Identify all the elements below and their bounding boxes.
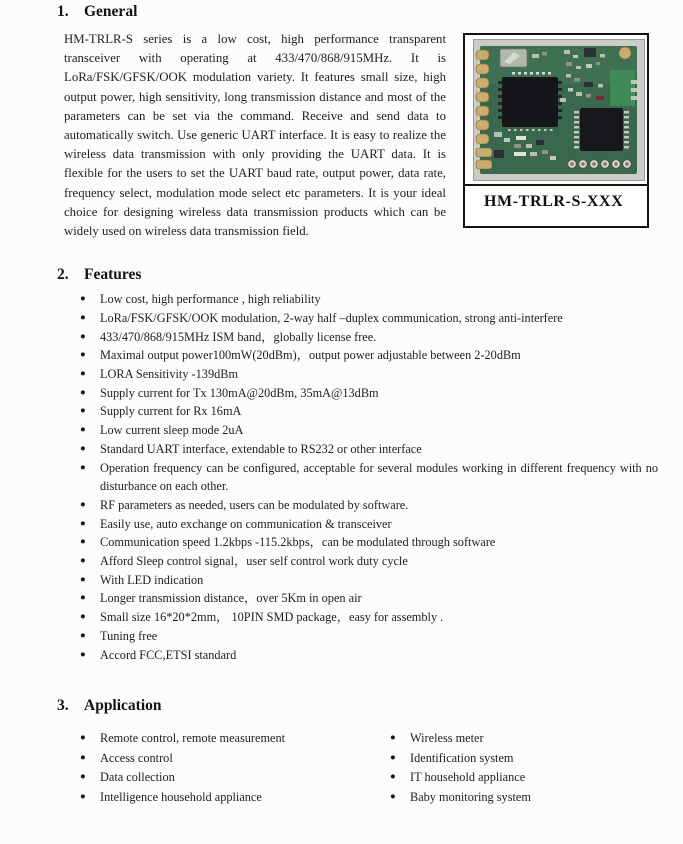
feature-text: Low current sleep mode 2uA bbox=[100, 423, 244, 438]
bullet-icon: ● bbox=[390, 791, 396, 802]
bullet-icon: ● bbox=[80, 752, 86, 763]
module-figure bbox=[463, 33, 649, 228]
feature-text: Afford Sleep control signal，user self control work duty cycle bbox=[100, 554, 408, 569]
feature-item bbox=[80, 515, 683, 534]
bullet-icon: ● bbox=[80, 518, 86, 529]
feature-item bbox=[80, 328, 683, 347]
feature-text: LoRa/FSK/GFSK/OOK modulation, 2-way half –duplex communication, strong anti-interfere bbox=[100, 310, 563, 325]
feature-item bbox=[80, 384, 683, 403]
application-text: Wireless meter bbox=[410, 731, 484, 746]
section-heading-application bbox=[57, 696, 683, 716]
application-section bbox=[0, 724, 683, 807]
general-section bbox=[0, 30, 683, 241]
feature-text: Operation frequency can be configured, acceptable for several modules working in different frequency with no disturbance on each other. bbox=[100, 460, 658, 494]
application-item bbox=[80, 788, 370, 807]
bullet-icon: ● bbox=[80, 593, 86, 604]
bullet-icon: ● bbox=[80, 387, 86, 398]
bullet-icon: ● bbox=[80, 556, 86, 567]
bullet-icon: ● bbox=[390, 733, 396, 744]
application-text: Remote control, remote measurement bbox=[100, 731, 286, 746]
module-photo bbox=[474, 40, 644, 180]
feature-item bbox=[80, 533, 683, 552]
feature-text: Small size 16*20*2mm， 10PIN SMD package，easy for assembly . bbox=[100, 610, 444, 625]
secondary-chip bbox=[574, 108, 629, 151]
application-list-right bbox=[390, 729, 531, 807]
bullet-icon: ● bbox=[80, 499, 86, 510]
feature-text: Maximal output power100mW(20dBm)，output power adjustable between 2-20dBm bbox=[100, 348, 521, 363]
bullet-icon: ● bbox=[80, 772, 86, 783]
feature-text: Supply current for Tx 130mA@20dBm, 35mA@13dBm bbox=[100, 385, 379, 400]
bullet-icon: ● bbox=[80, 462, 86, 473]
bullet-icon: ● bbox=[80, 649, 86, 660]
feature-item bbox=[80, 608, 683, 627]
feature-item bbox=[80, 589, 683, 608]
bullet-icon: ● bbox=[80, 630, 86, 641]
section-number-general: 1. bbox=[57, 3, 69, 20]
feature-text: Low cost, high performance , high reliability bbox=[100, 292, 321, 307]
bullet-icon: ● bbox=[80, 350, 86, 361]
section-heading-general bbox=[57, 2, 683, 22]
feature-text: With LED indication bbox=[100, 572, 204, 587]
bullet-icon: ● bbox=[80, 331, 86, 342]
main-chip bbox=[498, 77, 562, 131]
application-item bbox=[80, 749, 370, 768]
feature-item bbox=[80, 346, 683, 365]
feature-item bbox=[80, 646, 683, 665]
bullet-icon: ● bbox=[80, 425, 86, 436]
application-text: Intelligence household appliance bbox=[100, 789, 262, 804]
feature-text: RF parameters as needed, users can be modulated by software. bbox=[100, 497, 409, 512]
feature-item bbox=[80, 309, 683, 328]
bullet-icon: ● bbox=[80, 312, 86, 323]
application-text: Access control bbox=[100, 750, 173, 765]
section-title-application: Application bbox=[84, 697, 162, 715]
crystal-component bbox=[500, 49, 527, 67]
application-item bbox=[390, 768, 531, 787]
feature-item bbox=[80, 627, 683, 646]
bullet-icon: ● bbox=[80, 612, 86, 623]
antenna-pad bbox=[619, 47, 631, 59]
pcb-illustration bbox=[474, 40, 644, 180]
section-heading-features bbox=[57, 265, 683, 285]
bullet-icon: ● bbox=[390, 772, 396, 783]
section-number-features: 2. bbox=[57, 266, 69, 284]
bullet-icon: ● bbox=[390, 752, 396, 763]
bullet-icon: ● bbox=[80, 574, 86, 585]
feature-item bbox=[80, 290, 683, 309]
feature-text: Longer transmission distance，over 5Km in open air bbox=[100, 591, 362, 606]
feature-text: LORA Sensitivity -139dBm bbox=[100, 367, 239, 382]
application-list-left bbox=[80, 729, 370, 807]
feature-item bbox=[80, 459, 683, 496]
application-item bbox=[80, 729, 370, 748]
feature-item bbox=[80, 421, 683, 440]
bullet-icon: ● bbox=[80, 791, 86, 802]
feature-text: Communication speed 1.2kbps -115.2kbps，can be modulated through software bbox=[100, 535, 496, 550]
feature-item bbox=[80, 496, 683, 515]
bullet-icon: ● bbox=[80, 733, 86, 744]
application-text: Identification system bbox=[410, 750, 514, 765]
feature-text: Tuning free bbox=[100, 628, 158, 643]
application-item bbox=[80, 768, 370, 787]
features-list bbox=[80, 290, 683, 664]
section-title-general: General bbox=[84, 3, 138, 20]
application-item bbox=[390, 788, 531, 807]
application-text: IT household appliance bbox=[410, 770, 526, 785]
section-number-application: 3. bbox=[57, 697, 69, 715]
feature-item bbox=[80, 365, 683, 384]
feature-text: Easily use, auto exchange on communication & transceiver bbox=[100, 516, 392, 531]
general-paragraph: HM-TRLR-S series is a low cost, high performance transparent transceiver with operating at 433/470/868/915MHz. It is LoRa/FSK/GFSK/OOK modulation variety. It features small size, high output power, high sensitivity, long transmission distance and most of the parameters can be set via the command. Receive and send data to automatically switch. Use generic UART interface. It is easy to realize the wireless data transmission with only providing the UART data. It is flexible for the users to set the UART baud rate, output power, data rate, frequency select, modulation mode select etc parameters. It is your ideal choice for designing wireless data transmission products which can be widely used on wireless data transmission field. bbox=[64, 32, 446, 239]
feature-item bbox=[80, 552, 683, 571]
feature-text: Standard UART interface, extendable to RS232 or other interface bbox=[100, 441, 422, 456]
bullet-icon: ● bbox=[80, 406, 86, 417]
application-item bbox=[390, 729, 531, 748]
application-text: Data collection bbox=[100, 770, 175, 785]
feature-text: Supply current for Rx 16mA bbox=[100, 404, 242, 419]
application-text: Baby monitoring system bbox=[410, 789, 531, 804]
feature-item bbox=[80, 571, 683, 590]
section-title-features: Features bbox=[84, 266, 142, 284]
bullet-icon: ● bbox=[80, 537, 86, 548]
feature-item bbox=[80, 440, 683, 459]
module-caption: HM-TRLR-S-XXX bbox=[465, 184, 647, 226]
bullet-icon: ● bbox=[80, 369, 86, 380]
feature-item bbox=[80, 402, 683, 421]
application-item bbox=[390, 749, 531, 768]
bullet-icon: ● bbox=[80, 443, 86, 454]
bullet-icon: ● bbox=[80, 294, 86, 305]
feature-text: Accord FCC,ETSI standard bbox=[100, 647, 237, 662]
feature-text: 433/470/868/915MHz ISM band，globally license free. bbox=[100, 329, 377, 344]
